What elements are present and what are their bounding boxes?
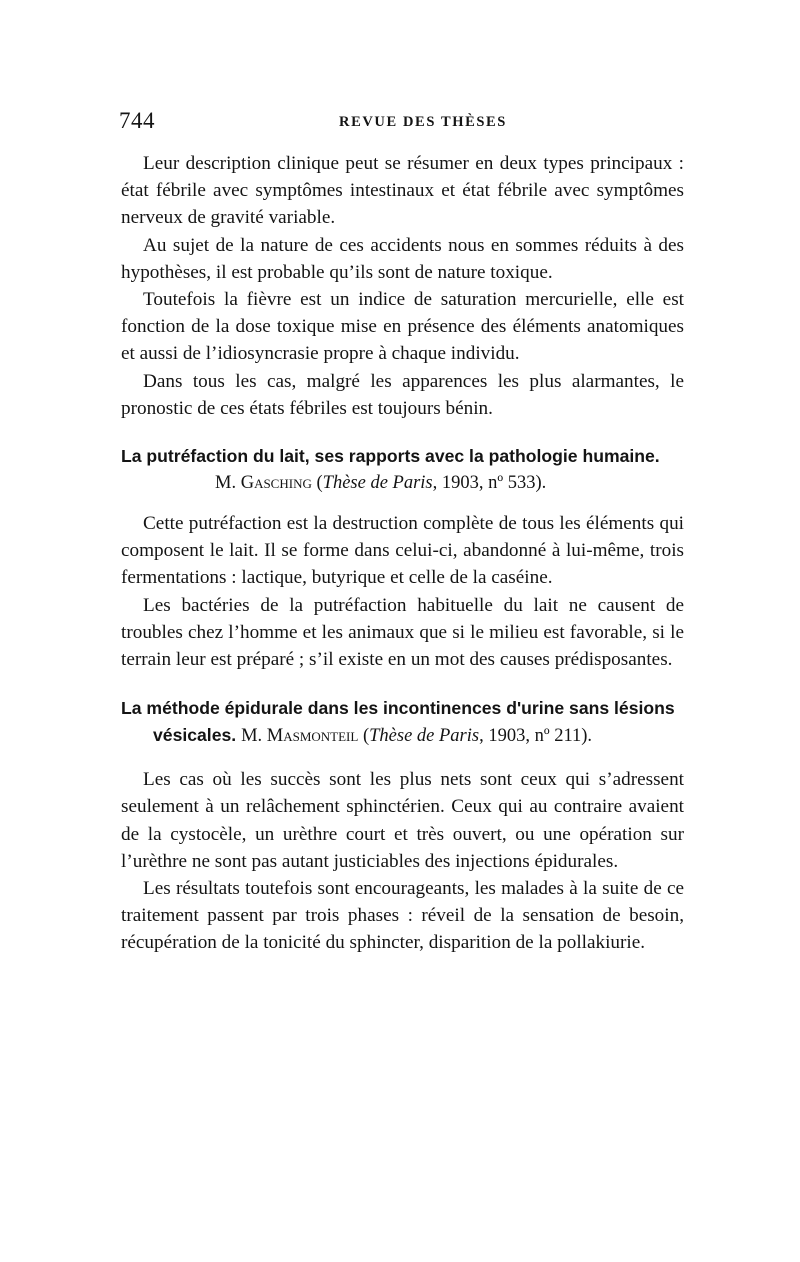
article-paragraph-1: Cette putréfaction est la destruction complète de tous les éléments qui composent le lait. Il se forme dans celui-ci, abandonné à lui-même, trois fermentations : lactique, butyrique et celle de la caséine. — [121, 513, 684, 589]
source-open: ( — [316, 473, 323, 494]
source-open: ( — [362, 726, 370, 747]
article-epidural-method — [121, 695, 684, 956]
author-prefix: M. — [215, 473, 237, 494]
intro-paragraph-4: Dans tous les cas, malgré les apparences les plus alarmantes, le pronostic de ces états fébriles est toujours bénin. — [121, 370, 684, 419]
article-body — [121, 510, 684, 673]
intro-section — [121, 150, 684, 422]
article-paragraph-2: Les bactéries de la putréfaction habituelle du lait ne causent de troubles chez l’homme et les animaux que si le milieu est favorable, si le terrain leur est préparé ; s’il existe en un mot des causes prédisposantes. — [121, 594, 684, 671]
document-page — [121, 108, 684, 957]
source-details: , 1903, nº 211). — [479, 726, 593, 747]
source-details: , 1903, nº 533). — [432, 473, 547, 494]
article-milk-putrefaction — [121, 443, 684, 673]
source-title: Thèse de Paris — [369, 726, 480, 747]
intro-paragraph-3: Toutefois la fièvre est un indice de saturation mercurielle, elle est fonction de la dose toxique mise en présence des éléments anatomiques et aussi de l’idiosyncrasie propre à chaque individu. — [121, 289, 684, 365]
article-byline — [241, 726, 592, 746]
intro-paragraph-2: Au sujet de la nature de ces accidents nous en sommes réduits à des hypothèses, il est probable qu’ils sont de nature toxique. — [121, 234, 684, 283]
article-body — [121, 766, 684, 956]
author-name: Masmonteil — [266, 726, 359, 747]
article-title-line-1: La méthode épidurale dans les incontinences d'urine sans lésions — [121, 698, 675, 719]
intro-paragraph-1: Leur description clinique peut se résumer en deux types principaux : état fébrile avec symptômes intestinaux et état fébrile avec symptômes nerveux de gravité variable. — [121, 153, 684, 229]
running-header — [121, 108, 684, 142]
article-title-line-2 — [121, 722, 684, 750]
article-title-end: vésicales. — [153, 725, 237, 746]
author-prefix: M. — [241, 726, 263, 747]
article-paragraph-1: Les cas où les succès sont les plus nets sont ceux qui s’adressent seulement à un relâchement sphinctérien. Ceux qui au contraire avaient de la cystocèle, un urèthre court et très ouvert, ou une opération sur l’urèthre ne sont pas autant justiciables des injections épidurales. — [121, 769, 684, 872]
article-title: La putréfaction du lait, ses rapports avec la pathologie humaine. — [121, 446, 660, 467]
running-title: REVUE DES THÈSES — [339, 114, 507, 130]
page-number: 744 — [119, 108, 155, 133]
article-paragraph-2: Les résultats toutefois sont encourageants, les malades à la suite de ce traitement passent par trois phases : réveil de la sensation de besoin, récupération de la tonicité du sphincter, disparition de la pollakiurie. — [121, 878, 684, 954]
source-title: Thèse de Paris — [322, 473, 433, 494]
author-name: Gasching — [240, 473, 312, 494]
article-byline — [121, 470, 684, 497]
